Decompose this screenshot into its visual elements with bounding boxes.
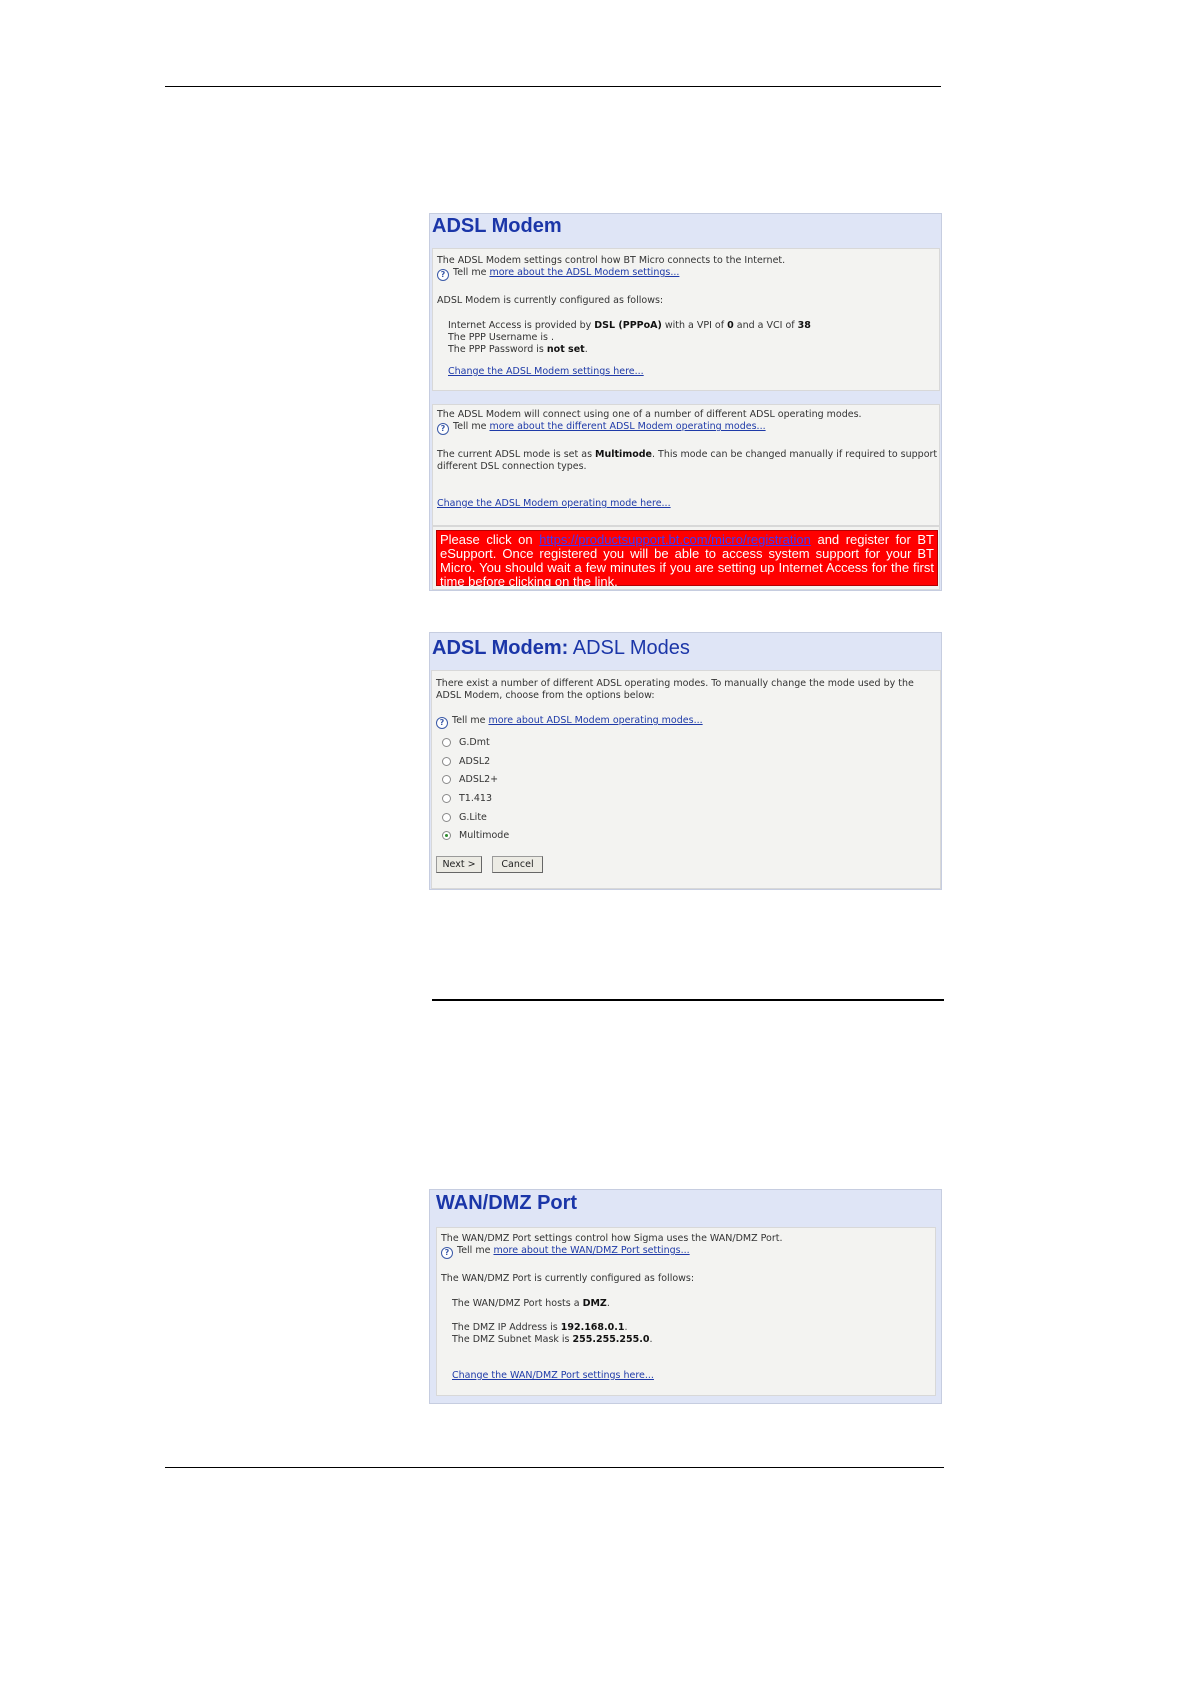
cancel-button[interactable]: Cancel <box>492 856 543 873</box>
help-icon[interactable]: ? <box>437 269 449 281</box>
registration-warning: Please click on https://productsupport.bt.com/micro/registration and register for BT eSupport. Once registered you will be able to access system support for your BT Micro. You should wait a few minutes if you are setting up Internet Access for the first time before clicking on the link. <box>436 530 938 586</box>
wan-dmz-intro: The WAN/DMZ Port settings control how Sigma uses the WAN/DMZ Port. <box>441 1233 783 1244</box>
radio-adsl2plus[interactable] <box>442 775 451 784</box>
mode-option-adsl2plus[interactable]: ADSL2+ <box>442 772 498 786</box>
adsl-username-line: The PPP Username is . <box>448 332 554 343</box>
adsl-modes-intro-2: ADSL Modem, choose from the options below: <box>436 690 655 701</box>
mode-option-t1413[interactable]: T1.413 <box>442 791 492 805</box>
adsl-operating-modes-help-link[interactable]: more about ADSL Modem operating modes... <box>488 715 703 726</box>
help-icon[interactable]: ? <box>437 423 449 435</box>
wan-dmz-mask-line: The DMZ Subnet Mask is 255.255.255.0. <box>452 1334 653 1345</box>
footer-rule <box>165 1467 944 1468</box>
wan-dmz-hosts-line: The WAN/DMZ Port hosts a DMZ. <box>452 1298 610 1309</box>
adsl-settings-help-link[interactable]: more about the ADSL Modem settings... <box>489 267 680 278</box>
help-icon[interactable]: ? <box>441 1247 453 1259</box>
header-rule <box>165 86 941 87</box>
adsl-settings-panel <box>432 248 940 391</box>
change-adsl-settings-link[interactable]: Change the ADSL Modem settings here... <box>448 366 644 377</box>
mode-option-glite[interactable]: G.Lite <box>442 810 487 824</box>
adsl-modem-title: ADSL Modem <box>432 215 562 237</box>
adsl-modes-tell-me: ? Tell me more about ADSL Modem operating modes... <box>436 715 703 729</box>
radio-t1413[interactable] <box>442 794 451 803</box>
help-icon[interactable]: ? <box>436 717 448 729</box>
adsl-modes-title: ADSL Modem: ADSL Modes <box>432 637 690 659</box>
radio-adsl2[interactable] <box>442 757 451 766</box>
adsl-modes-intro-1: There exist a number of different ADSL operating modes. To manually change the mode used by the <box>436 678 914 689</box>
adsl-configured-text: ADSL Modem is currently configured as follows: <box>437 295 664 306</box>
wan-dmz-help-link[interactable]: more about the WAN/DMZ Port settings... <box>493 1245 690 1256</box>
next-button[interactable]: Next > <box>436 856 482 873</box>
radio-glite[interactable] <box>442 813 451 822</box>
wan-dmz-screenshot <box>429 1189 942 1404</box>
wan-dmz-panel <box>436 1227 936 1396</box>
adsl-modes-intro: The ADSL Modem will connect using one of a number of different ADSL operating modes. <box>437 409 862 420</box>
adsl-current-mode: The current ADSL mode is set as Multimode. This mode can be changed manually if required to support <box>437 449 938 460</box>
wan-dmz-tell-me: ? Tell me more about the WAN/DMZ Port settings... <box>441 1245 690 1259</box>
adsl-password-line: The PPP Password is not set. <box>448 344 588 355</box>
adsl-mode-panel <box>432 404 940 526</box>
radio-multimode[interactable] <box>442 831 451 840</box>
radio-gdmt[interactable] <box>442 738 451 747</box>
adsl-current-mode-line2: different DSL connection types. <box>437 461 587 472</box>
adsl-modes-panel <box>431 670 941 889</box>
mode-option-adsl2[interactable]: ADSL2 <box>442 754 490 768</box>
mode-option-gdmt[interactable]: G.Dmt <box>442 735 490 749</box>
mode-option-multimode[interactable]: Multimode <box>442 828 509 842</box>
change-wan-dmz-link[interactable]: Change the WAN/DMZ Port settings here... <box>452 1370 654 1381</box>
wan-dmz-configured-text: The WAN/DMZ Port is currently configured as follows: <box>441 1273 695 1284</box>
adsl-tell-me <box>437 267 679 281</box>
adsl-access-line: Internet Access is provided by DSL (PPPoA) with a VPI of 0 and a VCI of 38 <box>448 320 811 331</box>
change-adsl-mode-link[interactable]: Change the ADSL Modem operating mode here... <box>437 498 671 509</box>
wan-dmz-title: WAN/DMZ Port <box>436 1192 578 1214</box>
registration-link[interactable]: https://productsupport.bt.com/micro/registration <box>539 532 811 547</box>
section-divider <box>432 999 944 1001</box>
adsl-modem-screenshot <box>429 213 942 591</box>
tell-me-prefix: Tell me <box>453 267 490 278</box>
registration-panel <box>432 526 940 590</box>
adsl-modes-screenshot <box>429 632 942 890</box>
adsl-intro-text: The ADSL Modem settings control how BT Micro connects to the Internet. <box>437 255 786 266</box>
wan-dmz-ip-line: The DMZ IP Address is 192.168.0.1. <box>452 1322 628 1333</box>
adsl-modes-tell-me: ? Tell me more about the different ADSL Modem operating modes... <box>437 421 766 435</box>
adsl-modes-help-link[interactable]: more about the different ADSL Modem operating modes... <box>489 421 766 432</box>
